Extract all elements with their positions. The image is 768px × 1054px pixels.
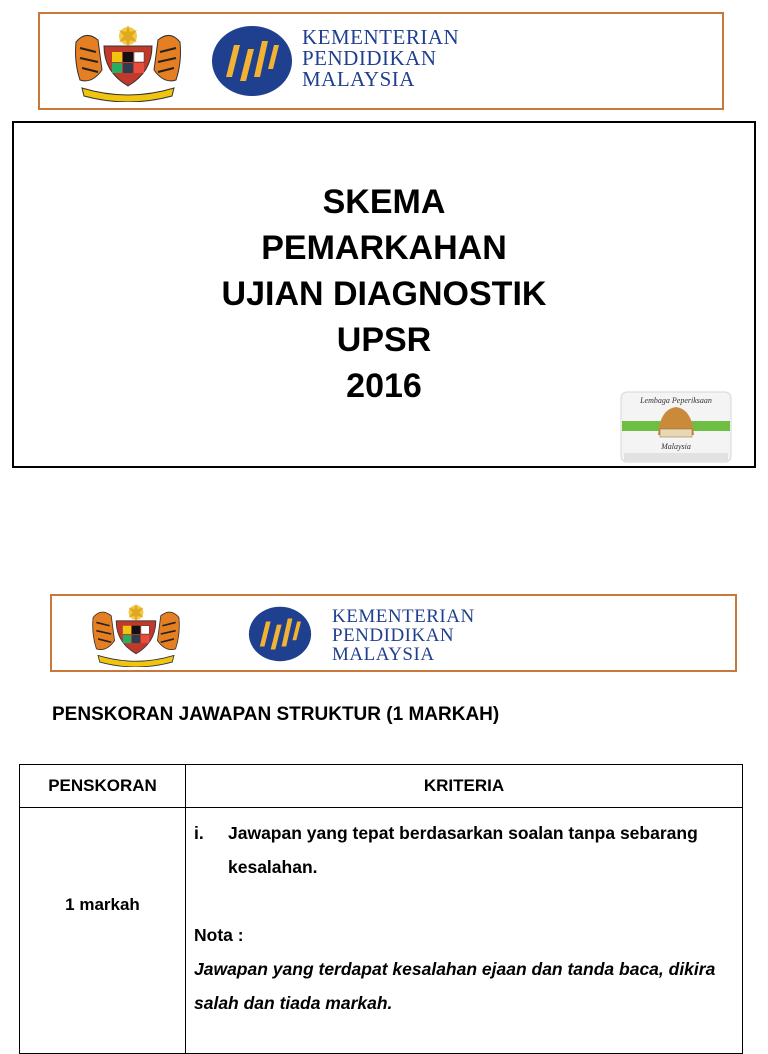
ministry-name — [332, 607, 475, 664]
ministry-name-line-2: PENDIDIKAN — [302, 46, 437, 70]
exam-board-logo-icon — [620, 391, 732, 463]
criterion-number: i. — [194, 823, 204, 843]
ministry-name-line-3: MALAYSIA — [302, 67, 415, 91]
title-line-5: 2016 — [346, 367, 422, 405]
column-header-criteria: KRITERIA — [186, 765, 743, 808]
table-row — [20, 808, 743, 1054]
column-header-score: PENSKORAN — [20, 765, 186, 808]
ministry-name-line-1: KEMENTERIAN — [302, 25, 460, 49]
note-label: Nota : — [194, 925, 244, 945]
score-cell: 1 markah — [20, 808, 186, 1054]
ministry-name-line-1: KEMENTERIAN — [332, 606, 475, 627]
title-line-4: UPSR — [336, 321, 432, 359]
title-line-2: PEMARKAHAN — [261, 229, 507, 267]
ministry-logo-icon — [242, 606, 318, 662]
ministry-banner-bottom — [50, 594, 737, 672]
coat-of-arms-icon — [76, 601, 196, 667]
ministry-name-line-2: PENDIDIKAN — [332, 625, 455, 646]
title-line-1: SKEMA — [322, 183, 446, 221]
stamp-bottom-text: Malaysia — [661, 442, 691, 451]
stamp-top-text: Lembaga Peperiksaan — [640, 396, 712, 405]
scoring-table — [19, 764, 743, 1054]
criterion-item — [194, 816, 734, 884]
ministry-name — [302, 27, 459, 90]
title-line-3: UJIAN DIAGNOSTIK — [221, 275, 547, 313]
section-heading: PENSKORAN JAWAPAN STRUKTUR (1 MARKAH) — [52, 704, 500, 725]
criteria-cell — [186, 808, 743, 1054]
ministry-name-line-3: MALAYSIA — [332, 644, 435, 665]
note-text: Jawapan yang terdapat kesalahan ejaan dan tanda baca, dikira salah dan tiada markah. — [194, 959, 716, 1013]
ministry-logo-icon — [212, 25, 292, 97]
ministry-banner-top — [38, 12, 724, 110]
table-header-row — [20, 765, 743, 808]
coat-of-arms-icon — [68, 22, 188, 102]
criterion-text: Jawapan yang tepat berdasarkan soalan tanpa sebarang kesalahan. — [228, 823, 698, 877]
